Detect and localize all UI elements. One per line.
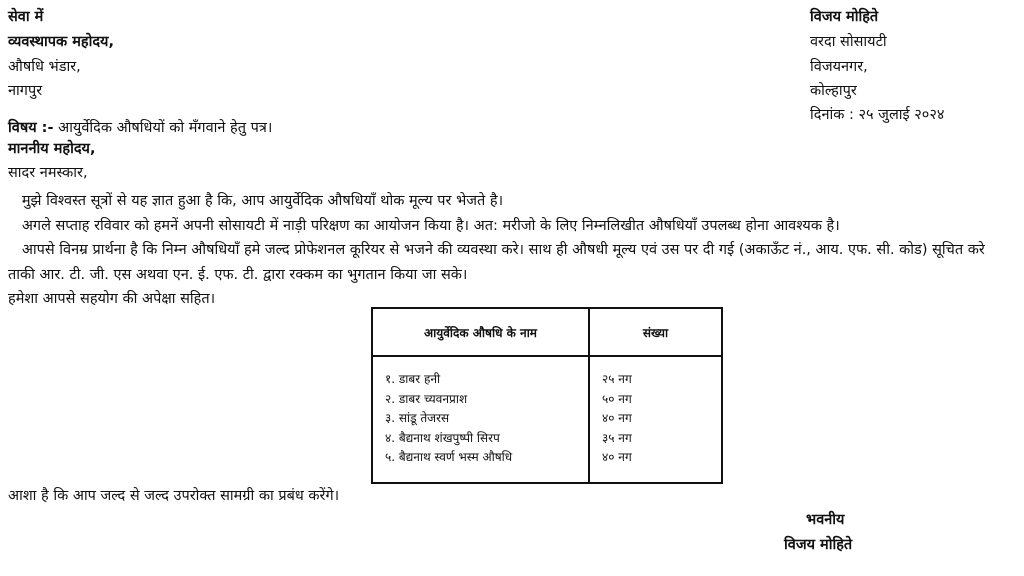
medicine-name: ४. बैद्यनाथ शंखपुष्पी सिरप — [385, 430, 500, 445]
signature-closing: भवनीय — [806, 512, 845, 528]
medicine-quantity: ३५ नग — [602, 430, 632, 445]
subject-text: आयुर्वेदिक औषधियों को मँगवाने हेतु पत्र। — [53, 120, 273, 136]
medicine-quantity-column — [589, 356, 722, 483]
medicine-name-column — [372, 356, 589, 483]
medicine-name: ३. सांडू तेजरस — [385, 411, 450, 425]
letter-body — [8, 189, 1008, 312]
body-paragraph-3: आपसे विनम्र प्रार्थना है कि निम्न औषधियाँ हमे जल्द प्रोफेशनल कूरियर से भजने की व्यवस्था करे। साथ ही औषधी मूल्य एवं उस पर दी गई (अकाऊँट नं., आय. एफ. सी. कोड) सूचित करे ताकी आर. टी. जी. एस अथवा एन. ई. एफ. टी. द्वारा रक्कम का भुगतान किया जा सके। — [8, 242, 990, 283]
sender-name: विजय मोहिते — [810, 9, 879, 25]
greeting: सादर नमस्कार, — [8, 165, 88, 181]
sender-city: कोल्हापुर — [810, 83, 857, 99]
table-header-name: आयुर्वेदिक औषधि के नाम — [372, 308, 589, 356]
medicine-table — [371, 307, 723, 484]
recipient-designation: व्यवस्थापक महोदय, — [8, 34, 114, 50]
recipient-organization: औषधि भंडार, — [8, 59, 81, 75]
body-paragraph-1: मुझे विश्वस्त सूत्रों से यह ज्ञात हुआ है कि, आप आयुर्वेदिक औषधियाँ थोक मूल्य पर भेजते है। — [8, 193, 504, 209]
recipient-line-1: सेवा में — [8, 9, 44, 25]
body-paragraph-2: अगले सप्ताह रविवार को हमनें अपनी सोसायटी में नाड़ी परिक्षण का आयोजन किया है। अत: मरीजो के लिए निम्नलिखीत औषधियाँ उपलब्ध होना आवश्यक है। — [8, 217, 840, 234]
medicine-quantity: ४० नग — [602, 411, 632, 425]
salutation: माननीय महोदय, — [8, 141, 96, 157]
table-header-row — [372, 308, 722, 356]
body-paragraph-4: हमेशा आपसे सहयोग की अपेक्षा सहित। — [8, 291, 216, 307]
signature-name: विजय मोहिते — [784, 537, 853, 553]
medicine-name: २. डाबर च्यवनप्राश — [385, 391, 468, 406]
sender-address-1: वरदा सोसायटी — [810, 34, 887, 50]
medicine-quantity: ५० नग — [602, 391, 632, 406]
medicine-name: १. डाबर हनी — [385, 372, 441, 386]
medicine-quantity: ४० नग — [602, 450, 632, 464]
closing-line: आशा है कि आप जल्द से जल्द उपरोक्त सामग्री का प्रबंध करेंगे। — [8, 488, 340, 504]
sender-address-2: विजयनगर, — [810, 59, 868, 75]
recipient-city: नागपुर — [8, 83, 43, 99]
medicine-quantity: २५ नग — [602, 372, 632, 386]
letter-date: दिनांक : २५ जुलाई २०२४ — [810, 107, 945, 123]
medicine-name: ५. बैद्यनाथ स्वर्ण भस्म औषधि — [385, 450, 513, 464]
subject-label: विषय :- — [8, 120, 54, 136]
table-body-row — [372, 356, 722, 483]
table-header-quantity: संख्या — [589, 308, 722, 356]
